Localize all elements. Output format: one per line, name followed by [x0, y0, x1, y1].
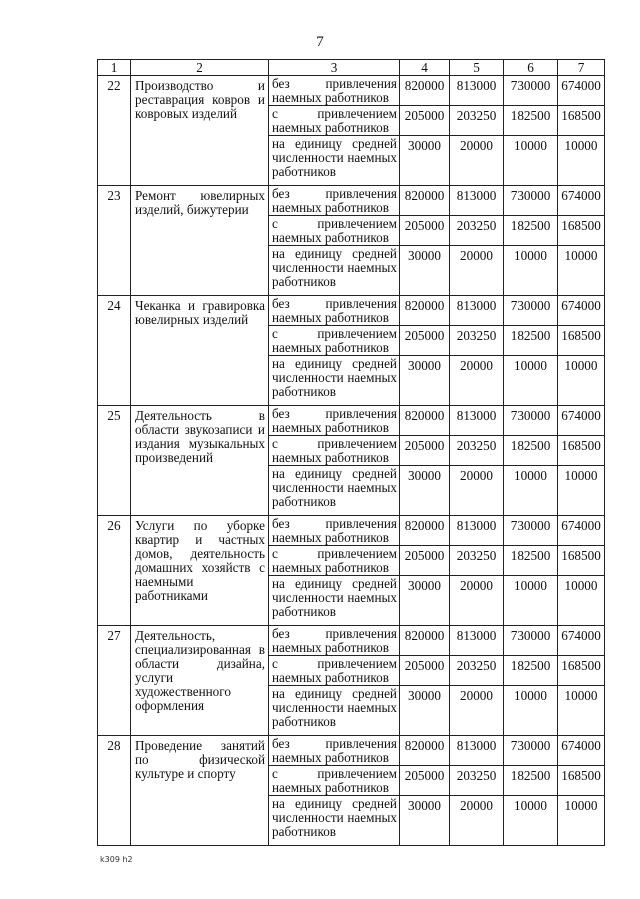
- activity-name: Чеканка и гравировка ювелирных изделий: [131, 296, 269, 406]
- footer-code: k309 h2: [100, 855, 133, 864]
- rate-value: 674000: [558, 516, 605, 546]
- rate-value: 168500: [558, 766, 605, 796]
- rate-value: 168500: [558, 326, 605, 356]
- rate-value: 182500: [504, 436, 558, 466]
- activity-name: Услуги по уборке квартир и частных домов, деятельность домашних хозяйств с наемными работниками: [131, 516, 269, 626]
- rate-value: 205000: [400, 436, 450, 466]
- rate-value: 205000: [400, 766, 450, 796]
- rate-value: 30000: [400, 466, 450, 516]
- rate-value: 182500: [504, 106, 558, 136]
- rate-value: 20000: [450, 356, 504, 406]
- rate-value: 820000: [400, 516, 450, 546]
- rate-value: 168500: [558, 106, 605, 136]
- rate-value: 813000: [450, 296, 504, 326]
- condition-cell: без привлечения наемных работников: [269, 406, 400, 436]
- rate-value: 205000: [400, 106, 450, 136]
- rate-value: 203250: [450, 656, 504, 686]
- rate-value: 730000: [504, 406, 558, 436]
- condition-cell: с привлечением наемных работников: [269, 326, 400, 356]
- header-cell: 1: [98, 60, 131, 76]
- rate-value: 20000: [450, 466, 504, 516]
- rate-value: 730000: [504, 76, 558, 106]
- condition-cell: с привлечением наемных работников: [269, 216, 400, 246]
- rate-value: 20000: [450, 796, 504, 846]
- condition-cell: с привлечением наемных работников: [269, 656, 400, 686]
- rate-value: 30000: [400, 356, 450, 406]
- condition-cell: без привлечения наемных работников: [269, 516, 400, 546]
- table-row: [98, 406, 605, 436]
- header-cell: 6: [504, 60, 558, 76]
- activity-name: Производство и реставрация ковров и ковровых изделий: [131, 76, 269, 186]
- condition-cell: с привлечением наемных работников: [269, 106, 400, 136]
- page-number: 7: [316, 34, 324, 50]
- rate-value: 10000: [504, 796, 558, 846]
- rate-value: 10000: [558, 356, 605, 406]
- rate-value: 674000: [558, 736, 605, 766]
- condition-cell: на единицу средней численности наемных работников: [269, 356, 400, 406]
- row-number: 25: [98, 406, 131, 516]
- row-number: 26: [98, 516, 131, 626]
- rate-value: 730000: [504, 626, 558, 656]
- rate-value: 30000: [400, 576, 450, 626]
- rate-value: 10000: [504, 686, 558, 736]
- header-cell: 4: [400, 60, 450, 76]
- rate-value: 203250: [450, 106, 504, 136]
- table-row: [98, 736, 605, 766]
- rate-value: 203250: [450, 216, 504, 246]
- rate-value: 30000: [400, 246, 450, 296]
- condition-cell: без привлечения наемных работников: [269, 626, 400, 656]
- rate-value: 813000: [450, 736, 504, 766]
- rate-value: 10000: [504, 356, 558, 406]
- activity-name: Деятельность, специализированная в области дизайна, услуги художественного оформления: [131, 626, 269, 736]
- rate-value: 203250: [450, 766, 504, 796]
- rate-value: 813000: [450, 516, 504, 546]
- rate-value: 10000: [504, 136, 558, 186]
- row-number: 27: [98, 626, 131, 736]
- condition-cell: на единицу средней численности наемных работников: [269, 246, 400, 296]
- rate-value: 20000: [450, 686, 504, 736]
- rate-value: 730000: [504, 186, 558, 216]
- rate-value: 20000: [450, 246, 504, 296]
- condition-cell: с привлечением наемных работников: [269, 766, 400, 796]
- rate-value: 674000: [558, 406, 605, 436]
- rate-value: 205000: [400, 546, 450, 576]
- rate-value: 20000: [450, 136, 504, 186]
- table-row: [98, 626, 605, 656]
- rate-value: 205000: [400, 656, 450, 686]
- row-number: 24: [98, 296, 131, 406]
- rate-value: 820000: [400, 406, 450, 436]
- condition-cell: без привлечения наемных работников: [269, 736, 400, 766]
- rate-value: 813000: [450, 626, 504, 656]
- rate-value: 813000: [450, 76, 504, 106]
- rate-value: 10000: [558, 466, 605, 516]
- condition-cell: на единицу средней численности наемных работников: [269, 136, 400, 186]
- header-cell: 7: [558, 60, 605, 76]
- rate-value: 813000: [450, 186, 504, 216]
- rate-value: 205000: [400, 216, 450, 246]
- rate-value: 820000: [400, 296, 450, 326]
- rate-value: 820000: [400, 626, 450, 656]
- condition-cell: с привлечением наемных работников: [269, 546, 400, 576]
- condition-cell: без привлечения наемных работников: [269, 186, 400, 216]
- rate-value: 813000: [450, 406, 504, 436]
- rate-value: 30000: [400, 686, 450, 736]
- rate-value: 168500: [558, 436, 605, 466]
- rate-value: 10000: [504, 246, 558, 296]
- rate-value: 10000: [558, 576, 605, 626]
- rate-value: 30000: [400, 796, 450, 846]
- table-row: [98, 516, 605, 546]
- condition-cell: на единицу средней численности наемных работников: [269, 466, 400, 516]
- activity-name: Ремонт ювелирных изделий, бижутерии: [131, 186, 269, 296]
- rate-value: 182500: [504, 656, 558, 686]
- rate-value: 30000: [400, 136, 450, 186]
- rate-value: 203250: [450, 546, 504, 576]
- rate-value: 10000: [504, 466, 558, 516]
- rate-value: 730000: [504, 736, 558, 766]
- rate-value: 820000: [400, 736, 450, 766]
- rate-value: 820000: [400, 186, 450, 216]
- rate-value: 182500: [504, 766, 558, 796]
- condition-cell: на единицу средней численности наемных работников: [269, 576, 400, 626]
- rate-value: 20000: [450, 576, 504, 626]
- rate-value: 10000: [558, 796, 605, 846]
- rate-value: 182500: [504, 546, 558, 576]
- condition-cell: без привлечения наемных работников: [269, 296, 400, 326]
- rate-value: 10000: [504, 576, 558, 626]
- rate-value: 10000: [558, 686, 605, 736]
- rate-value: 168500: [558, 546, 605, 576]
- rate-value: 203250: [450, 436, 504, 466]
- table-header-row: [98, 60, 605, 76]
- tax-rate-table: [97, 59, 605, 846]
- rate-value: 674000: [558, 296, 605, 326]
- rate-value: 10000: [558, 246, 605, 296]
- row-number: 28: [98, 736, 131, 846]
- condition-cell: на единицу средней численности наемных работников: [269, 796, 400, 846]
- rate-value: 674000: [558, 626, 605, 656]
- table-row: [98, 76, 605, 106]
- rate-value: 182500: [504, 326, 558, 356]
- activity-name: Деятельность в области звукозаписи и издания музыкальных произведений: [131, 406, 269, 516]
- rate-value: 820000: [400, 76, 450, 106]
- condition-cell: с привлечением наемных работников: [269, 436, 400, 466]
- rate-value: 730000: [504, 516, 558, 546]
- condition-cell: на единицу средней численности наемных работников: [269, 686, 400, 736]
- rate-value: 203250: [450, 326, 504, 356]
- rate-value: 205000: [400, 326, 450, 356]
- activity-name: Проведение занятий по физической культуре и спорту: [131, 736, 269, 846]
- rate-value: 168500: [558, 216, 605, 246]
- header-cell: 5: [450, 60, 504, 76]
- header-cell: 2: [131, 60, 269, 76]
- rate-value: 182500: [504, 216, 558, 246]
- table-row: [98, 186, 605, 216]
- rate-value: 168500: [558, 656, 605, 686]
- condition-cell: без привлечения наемных работников: [269, 76, 400, 106]
- header-cell: 3: [269, 60, 400, 76]
- table-row: [98, 296, 605, 326]
- rate-value: 674000: [558, 186, 605, 216]
- row-number: 23: [98, 186, 131, 296]
- rate-value: 10000: [558, 136, 605, 186]
- rate-value: 674000: [558, 76, 605, 106]
- rate-value: 730000: [504, 296, 558, 326]
- row-number: 22: [98, 76, 131, 186]
